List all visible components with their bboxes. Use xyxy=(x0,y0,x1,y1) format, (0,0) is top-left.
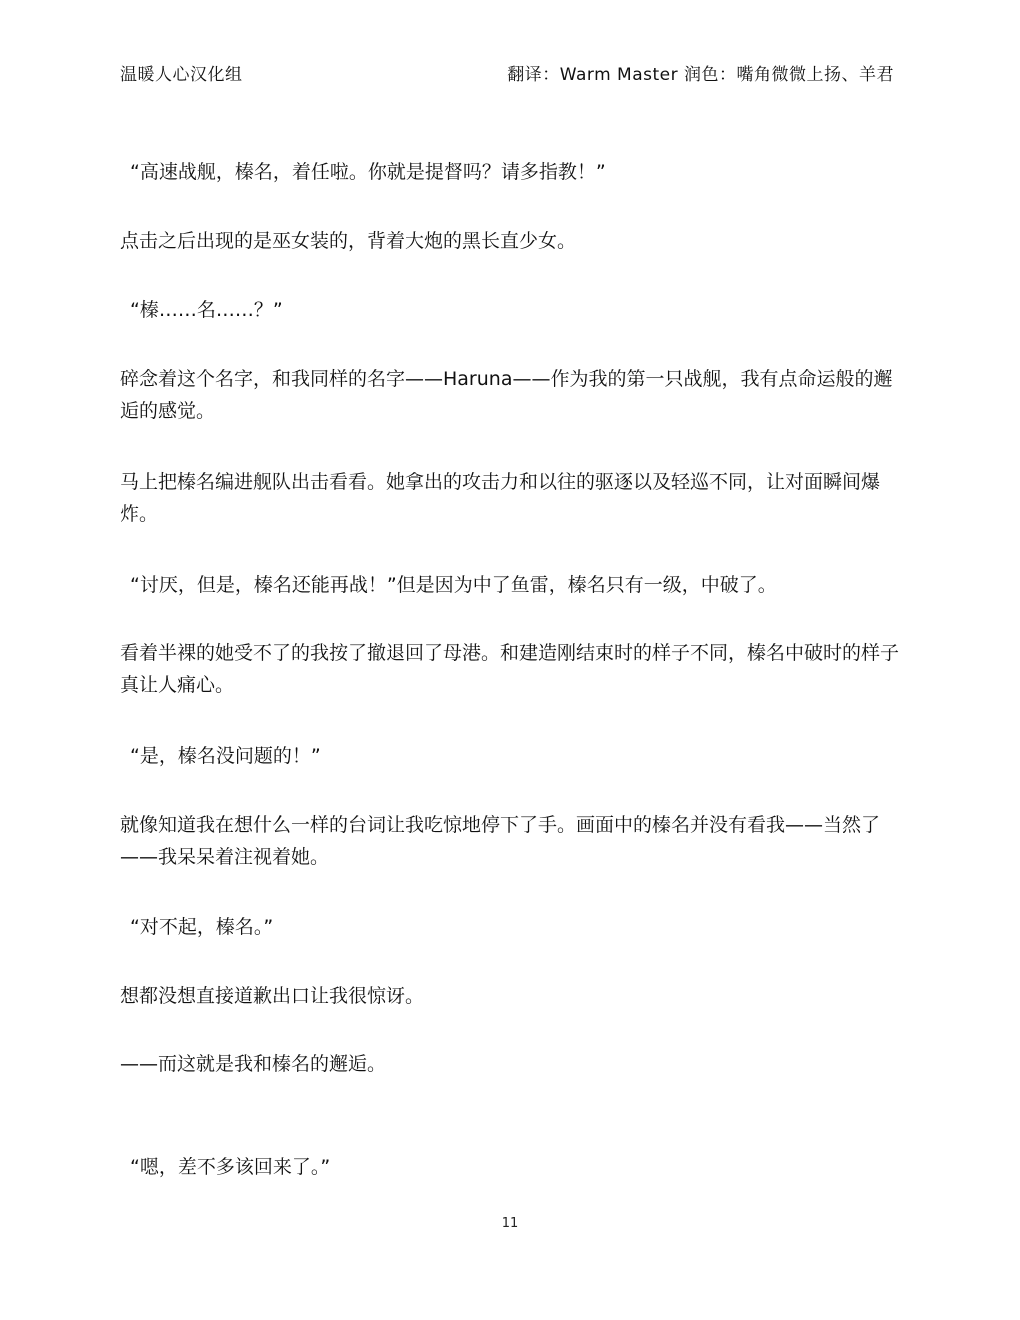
paragraph-1: “高速战舰，榛名，着任啦。你就是提督吗？请多指教！” xyxy=(130,161,606,183)
page-number: 11 xyxy=(501,1216,519,1231)
paragraph-10: “对不起，榛名。” xyxy=(130,916,274,938)
paragraph-7: 看着半裸的她受不了的我按了撤退回了母港。和建造刚结束时的样子不同，榛名中破时的样子真让人痛心。 xyxy=(120,642,900,696)
paragraph-2: 点击之后出现的是巫女装的，背着大炮的黑长直少女。 xyxy=(120,230,577,252)
paragraph-11: 想都没想直接道歉出口让我很惊讶。 xyxy=(120,985,425,1007)
paragraph-12: ——而这就是我和榛名的邂逅。 xyxy=(120,1053,387,1075)
paragraph-8: “是，榛名没问题的！” xyxy=(130,745,321,767)
paragraph-4: 碎念着这个名字，和我同样的名字——Haruna——作为我的第一只战舰，我有点命运般的邂逅的感觉。 xyxy=(120,368,893,422)
header-group-name: 温暖人心汉化组 xyxy=(120,65,243,85)
paragraph-5: 马上把榛名编进舰队出击看看。她拿出的攻击力和以往的驱逐以及轻巡不同，让对面瞬间爆炸。 xyxy=(120,471,881,525)
header-credits: 翻译：Warm Master 润色：嘴角微微上扬、羊君 xyxy=(507,65,894,85)
paragraph-9: 就像知道我在想什么一样的台词让我吃惊地停下了手。画面中的榛名并没有看我——当然了——我呆呆着注视着她。 xyxy=(120,814,881,868)
paragraph-3: “榛……名……？” xyxy=(130,299,283,321)
paragraph-6: “讨厌，但是，榛名还能再战！”但是因为中了鱼雷，榛名只有一级，中破了。 xyxy=(130,574,777,596)
paragraph-13: “嗯，差不多该回来了。” xyxy=(130,1156,331,1178)
